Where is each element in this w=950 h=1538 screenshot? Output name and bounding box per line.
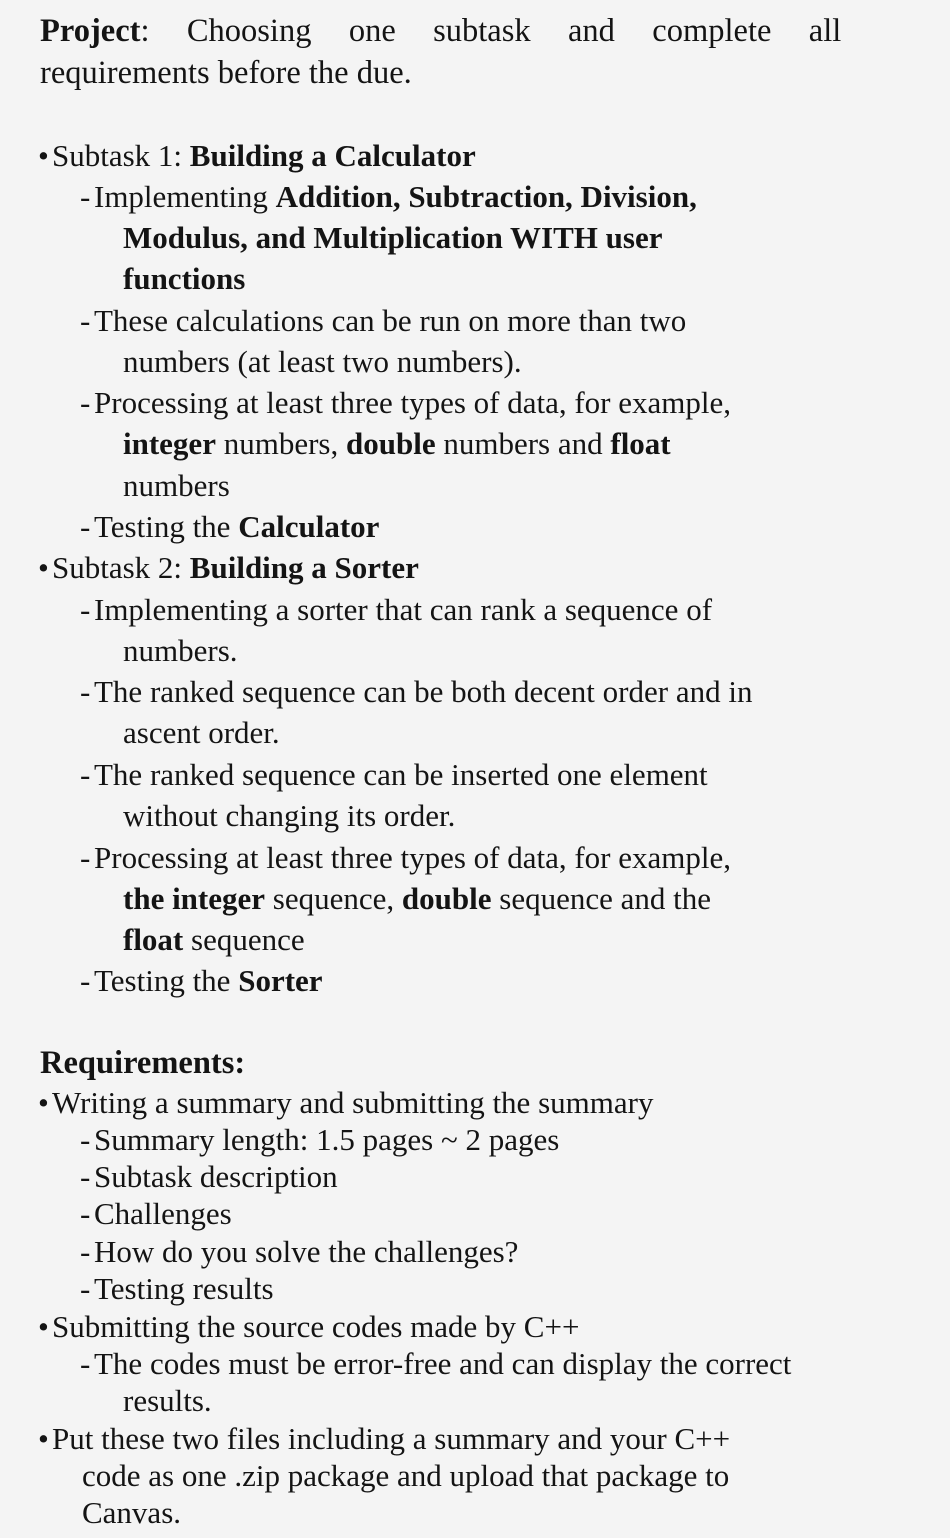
float-word: float	[610, 426, 671, 461]
project-colon: :	[140, 13, 150, 49]
dash-icon: -	[80, 963, 91, 998]
requirement-2	[38, 1311, 579, 1342]
subtask2-prefix: Subtask 2:	[52, 550, 190, 585]
text-fragment: Testing the	[94, 963, 239, 998]
requirement-3-line3: Canvas.	[82, 1495, 182, 1530]
text-fragment: Testing the	[94, 509, 239, 544]
requirement-3-line1	[38, 1423, 730, 1454]
dash-icon: -	[80, 1234, 91, 1269]
subtask1-item1-prefix: Implementing	[94, 179, 276, 214]
text-fragment: Implementing a sorter that can rank a sequence of	[94, 592, 713, 627]
subtask1-title: Building a Calculator	[189, 138, 476, 173]
bullet-icon: •	[38, 1085, 49, 1120]
subtask1-item3-line3: numbers	[123, 468, 230, 503]
requirement-1-item	[80, 1273, 274, 1304]
subtask1-item2-line2: numbers (at least two numbers).	[123, 344, 522, 379]
requirement-1-item	[80, 1161, 338, 1192]
subtask1-item2-text: These calculations can be run on more than two	[94, 303, 687, 338]
project-label: Project	[40, 13, 141, 49]
text-fragment: The ranked sequence can be both decent order and in	[94, 674, 753, 709]
subtask1-item3-text: Processing at least three types of data, for example,	[94, 385, 731, 420]
subtask2-item1-line2: numbers.	[123, 633, 238, 668]
project-line-2: requirements before the due.	[40, 55, 412, 91]
dash-icon: -	[80, 509, 91, 544]
requirements-heading: Requirements:	[40, 1045, 246, 1081]
requirement-3-line2: code as one .zip package and upload that package to	[82, 1458, 730, 1493]
bullet-icon: •	[38, 138, 49, 173]
subtask2-item1-line1	[80, 594, 712, 625]
dash-icon: -	[80, 385, 91, 420]
float-word: float	[123, 922, 184, 957]
subtask1-prefix: Subtask 1:	[52, 138, 190, 173]
project-text: Choosing one subtask and complete all	[186, 13, 842, 49]
text-fragment: Processing at least three types of data, for example,	[94, 840, 731, 875]
subtask2-title: Building a Sorter	[189, 550, 419, 585]
dash-icon: -	[80, 592, 91, 627]
dash-icon: -	[80, 757, 91, 792]
subtask2-item2-line1	[80, 676, 752, 707]
project-line-1	[40, 15, 841, 48]
requirement-2-item-line2: results.	[123, 1383, 212, 1418]
text-fragment: sequence,	[265, 881, 402, 916]
text-fragment: How do you solve the challenges?	[94, 1234, 519, 1269]
dash-icon: -	[80, 1271, 91, 1306]
calculator-word: Calculator	[238, 509, 380, 544]
subtask2-item3-line1	[80, 759, 708, 790]
text-fragment: numbers and	[435, 426, 611, 461]
sorter-word: Sorter	[238, 963, 323, 998]
text-fragment: Submitting the source codes made by C++	[52, 1309, 580, 1344]
subtask1-item3-line2	[123, 428, 671, 459]
text-fragment: Summary length: 1.5 pages ~ 2 pages	[94, 1122, 560, 1157]
double-word: double	[345, 426, 436, 461]
subtask1-heading	[38, 140, 476, 171]
text-fragment: The ranked sequence can be inserted one element	[94, 757, 708, 792]
subtask2-item2-line2: ascent order.	[123, 715, 280, 750]
text-fragment: Put these two files including a summary and your C++	[52, 1421, 731, 1456]
dash-icon: -	[80, 1122, 91, 1157]
subtask2-item4-line1	[80, 842, 731, 873]
subtask1-item1-line2: Modulus, and Multiplication WITH user	[123, 220, 663, 255]
requirement-1-item	[80, 1124, 559, 1155]
subtask2-item4-line2	[123, 883, 711, 914]
bullet-icon: •	[38, 1309, 49, 1344]
requirement-1-item	[80, 1198, 232, 1229]
text-fragment: sequence and the	[491, 881, 711, 916]
subtask2-item4-line3	[123, 924, 305, 955]
dash-icon: -	[80, 1196, 91, 1231]
subtask2-item3-line2: without changing its order.	[123, 798, 456, 833]
dash-icon: -	[80, 179, 91, 214]
subtask2-item5	[80, 965, 323, 996]
subtask2-heading	[38, 552, 419, 583]
text-fragment: The codes must be error-free and can display the correct	[94, 1346, 792, 1381]
text-fragment: numbers,	[215, 426, 346, 461]
dash-icon: -	[80, 840, 91, 875]
the-integer-words: the integer	[123, 881, 266, 916]
text-fragment: Subtask description	[94, 1159, 338, 1194]
text-fragment: sequence	[183, 922, 305, 957]
requirement-1	[38, 1087, 653, 1118]
text-fragment: Testing results	[94, 1271, 274, 1306]
text-fragment: Writing a summary and submitting the summary	[52, 1085, 654, 1120]
text-fragment: Challenges	[94, 1196, 232, 1231]
dash-icon: -	[80, 674, 91, 709]
requirement-2-item-line1	[80, 1348, 791, 1379]
subtask1-item3-line1	[80, 387, 731, 418]
bullet-icon: •	[38, 1421, 49, 1456]
subtask1-item1-line1	[80, 181, 697, 212]
subtask1-item2-line1	[80, 305, 686, 336]
dash-icon: -	[80, 1346, 91, 1381]
dash-icon: -	[80, 1159, 91, 1194]
double-word: double	[401, 881, 492, 916]
bullet-icon: •	[38, 550, 49, 585]
integer-word: integer	[123, 426, 216, 461]
dash-icon: -	[80, 303, 91, 338]
subtask1-item1-line3: functions	[123, 261, 246, 296]
subtask1-item1-bold-a: Addition, Subtraction, Division,	[275, 179, 697, 214]
subtask1-item4	[80, 511, 379, 542]
requirement-1-item	[80, 1236, 518, 1267]
